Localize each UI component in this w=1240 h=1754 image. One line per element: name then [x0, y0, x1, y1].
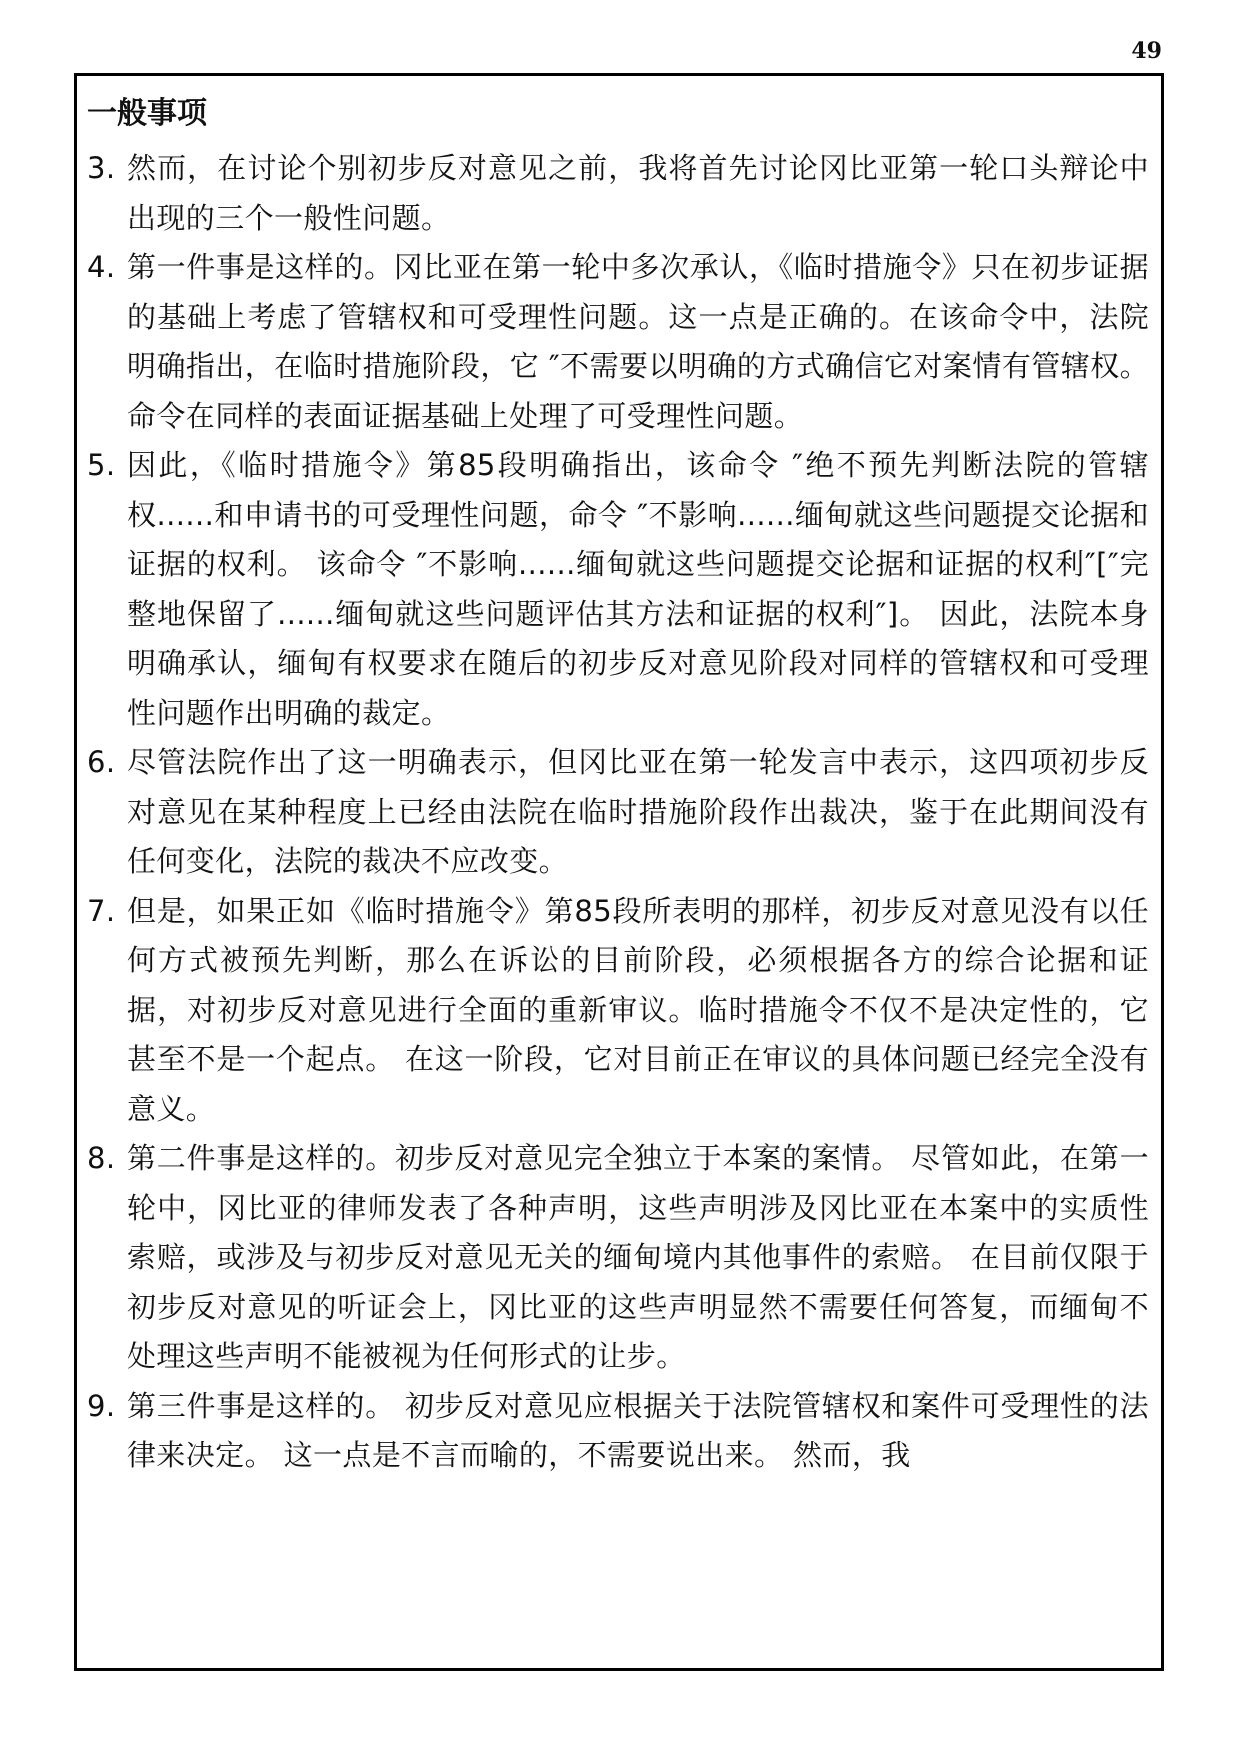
- paragraph-text: 第一件事是这样的。冈比亚在第一轮中多次承认，《临时措施令》只在初步证据的基础上考虑了管辖权和可受理性问题。这一点是正确的。在该命令中，法院明确指出，在临时措施阶段，它 ″不需要以明确的方式确信它对案情有管辖权。命令在同样的表面证据基础上处理了可受理性问题。: [127, 250, 1149, 433]
- paragraph-text: 然而，在讨论个别初步反对意见之前，我将首先讨论冈比亚第一轮口头辩论中出现的三个一般性问题。: [127, 151, 1149, 235]
- paragraph-text: 第二件事是这样的。初步反对意见完全独立于本案的案情。 尽管如此，在第一轮中，冈比亚的律师发表了各种声明，这些声明涉及冈比亚在本案中的实质性索赔，或涉及与初步反对意见无关的缅甸境内其他事件的索赔。 在目前仅限于初步反对意见的听证会上，冈比亚的这些声明显然不需要任何答复，而缅甸不处理这些声明不能被视为任何形式的让步。: [127, 1141, 1149, 1373]
- paragraph-4: [87, 243, 1149, 441]
- section-heading: 一般事项: [87, 96, 207, 131]
- paragraph-7: [87, 887, 1149, 1135]
- paragraph-list: [87, 144, 1149, 1481]
- paragraph-number: 9.: [87, 1388, 116, 1423]
- paragraph-8: [87, 1134, 1149, 1382]
- paragraph-text: 但是，如果正如《临时措施令》第85段所表明的那样，初步反对意见没有以任何方式被预先判断，那么在诉讼的目前阶段，必须根据各方的综合论据和证据，对初步反对意见进行全面的重新审议。临时措施令不仅不是决定性的，它甚至不是一个起点。 在这一阶段，它对目前正在审议的具体问题已经完全没有意义。: [127, 893, 1149, 1126]
- paragraph-number: 7.: [87, 893, 116, 928]
- paragraph-text: 尽管法院作出了这一明确表示，但冈比亚在第一轮发言中表示，这四项初步反对意见在某种程度上已经由法院在临时措施阶段作出裁决，鉴于在此期间没有任何变化，法院的裁决不应改变。: [127, 745, 1149, 878]
- paragraph-9: [87, 1382, 1149, 1481]
- paragraph-number: 6.: [87, 745, 116, 779]
- paragraph-number: 3.: [87, 151, 116, 185]
- page-number: 49: [1131, 38, 1162, 64]
- paragraph-5: [87, 441, 1149, 738]
- paragraph-number: 8.: [87, 1141, 116, 1175]
- paragraph-3: [87, 144, 1149, 243]
- paragraph-number: 4.: [87, 250, 116, 284]
- paragraph-text: 第三件事是这样的。 初步反对意见应根据关于法院管辖权和案件可受理性的法律来决定。 这一点是不言而喻的，不需要说出来。 然而，我: [127, 1388, 1149, 1472]
- content-frame: [74, 73, 1164, 1671]
- paragraph-number: 5.: [87, 448, 116, 482]
- paragraph-text: 因此，《临时措施令》第85段明确指出，该命令 ″绝不预先判断法院的管辖权......和申请书的可受理性问题，命令 ″不影响......缅甸就这些问题提交论据和证据的权利。 该命令 ″不影响......缅甸就这些问题提交论据和证据的权利″[″完整地保留了......缅甸就这些问题评估其方法和证据的权利″]。 因此，法院本身明确承认，缅甸有权要求在随后的初步反对意见阶段对同样的管辖权和可受理性问题作出明确的裁定。: [127, 448, 1149, 730]
- paragraph-6: [87, 738, 1149, 887]
